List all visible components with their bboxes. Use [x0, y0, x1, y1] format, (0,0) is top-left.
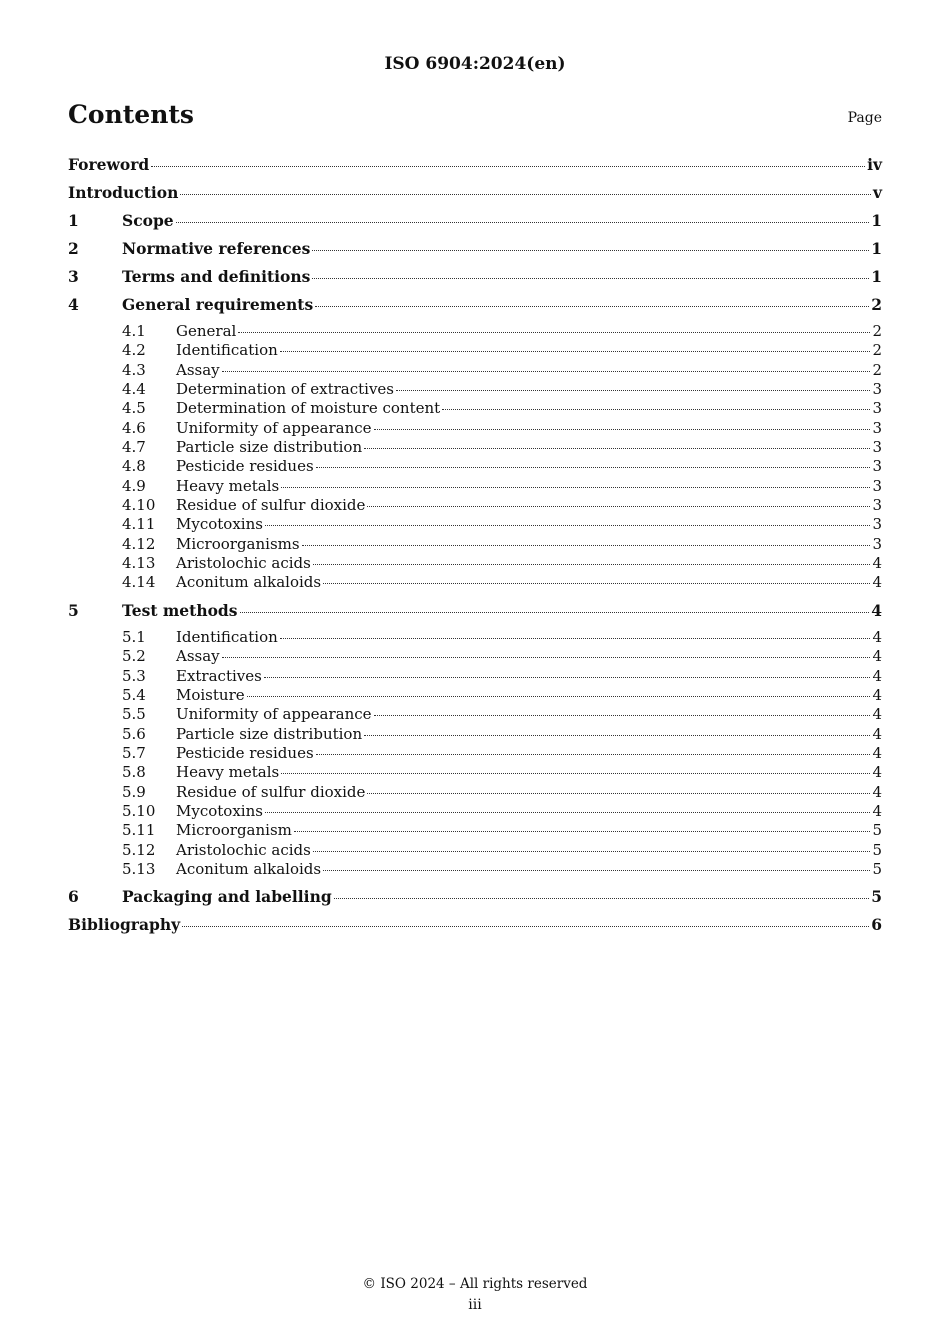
dot-leader	[364, 448, 870, 449]
toc-entry-number: 4.5	[122, 399, 146, 418]
toc-entry-title: Identification	[176, 627, 278, 646]
page-number: iii	[468, 1297, 482, 1313]
dot-leader	[281, 773, 870, 774]
toc-entry-page: 2	[872, 322, 882, 340]
toc-entry[interactable]	[68, 686, 882, 705]
dot-leader	[323, 583, 870, 584]
toc-entry-title: Determination of extractives	[176, 380, 394, 399]
toc-entry[interactable]	[68, 744, 882, 763]
toc-entry[interactable]	[68, 341, 882, 360]
toc-entry-title: Identification	[176, 341, 278, 360]
dot-leader	[182, 926, 869, 927]
toc-entry-page: 3	[872, 534, 882, 553]
toc-entry-number: 5.1	[122, 627, 146, 646]
toc-entry-number: 4.14	[122, 573, 156, 592]
toc-entry-number: 4.2	[122, 341, 146, 360]
toc-entry-title: Bibliography	[68, 915, 181, 935]
dot-leader	[265, 525, 871, 526]
toc-entry-page: 4	[872, 666, 882, 685]
toc-entry[interactable]	[68, 667, 882, 686]
dot-leader	[265, 812, 871, 813]
toc-entry-title: Microorganisms	[176, 534, 300, 553]
toc-entry-title: Mycotoxins	[176, 515, 263, 534]
toc-entry-title: Moisture	[176, 685, 245, 704]
toc-entry-number: 5.3	[122, 666, 146, 685]
toc-entry-title: Residue of sulfur dioxide	[176, 782, 366, 801]
toc-entry-page: 4	[872, 782, 882, 801]
toc-entry-number: 5.9	[122, 782, 146, 801]
toc-entry-number: 4.11	[122, 515, 156, 534]
toc-entry-title: Extractives	[176, 666, 262, 685]
toc-entry-number: 5	[68, 600, 79, 620]
toc-entry-number: 4.9	[122, 476, 146, 495]
document-id-header: ISO 6904:2024(en)	[384, 54, 566, 74]
toc-entry[interactable]	[68, 154, 882, 182]
toc-entry-title: Pesticide residues	[176, 743, 314, 762]
toc-entry-title: General requirements	[122, 295, 314, 314]
dot-leader	[323, 870, 870, 871]
dot-leader	[280, 351, 871, 352]
toc-entry[interactable]	[68, 841, 882, 860]
toc-entry-title: Pesticide residues	[176, 457, 314, 476]
toc-entry-number: 5.13	[122, 859, 156, 878]
toc-entry-number: 5.8	[122, 763, 146, 782]
toc-entry-title: Residue of sulfur dioxide	[176, 496, 366, 515]
dot-leader	[334, 898, 870, 899]
toc-entry-title: Aconitum alkaloids	[176, 859, 322, 878]
dot-leader	[281, 487, 870, 488]
toc-entry-page: 4	[871, 600, 882, 620]
toc-entry[interactable]	[68, 647, 882, 666]
toc-entry-number: 4.7	[122, 438, 146, 457]
dot-leader	[176, 222, 870, 223]
toc-entry[interactable]	[68, 361, 882, 380]
toc-entry-title: Microorganism	[176, 821, 292, 840]
toc-entry[interactable]	[68, 628, 882, 647]
dot-leader	[264, 677, 871, 678]
toc-entry-page: 4	[872, 647, 882, 666]
dot-leader	[222, 657, 871, 658]
toc-entry-title: Uniformity of appearance	[176, 705, 372, 724]
toc-entry[interactable]	[68, 573, 882, 592]
toc-entry-title: Mycotoxins	[176, 801, 263, 820]
toc-entry[interactable]	[68, 380, 882, 399]
toc-entry-page: 4	[872, 801, 882, 820]
toc-entry-page: 5	[872, 821, 882, 840]
toc-entry-page: 3	[872, 438, 882, 457]
toc-entry-page: 3	[872, 496, 882, 515]
toc-entry-number: 5.5	[122, 705, 146, 724]
toc-entry-title: Foreword	[68, 155, 150, 174]
toc-entry-page: 2	[871, 295, 882, 314]
toc-entry[interactable]	[68, 515, 882, 534]
dot-leader	[442, 409, 870, 410]
dot-leader	[364, 735, 870, 736]
toc-entry-title: General	[176, 322, 237, 340]
toc-entry[interactable]	[68, 600, 882, 628]
toc-entry-page: 1	[871, 239, 882, 258]
toc-entry-page: 4	[872, 573, 882, 592]
toc-entry-title: Normative references	[122, 239, 311, 258]
toc-entry-number: 4.6	[122, 418, 146, 437]
toc-entry-page: 2	[872, 341, 882, 360]
dot-leader	[238, 332, 870, 333]
toc-entry-page: 4	[872, 685, 882, 704]
toc-entry[interactable]	[68, 705, 882, 724]
toc-entry-title: Heavy metals	[176, 763, 280, 782]
toc-entry-number: 5.7	[122, 743, 146, 762]
toc-entry-page: 3	[872, 476, 882, 495]
toc-entry[interactable]	[68, 457, 882, 476]
toc-entry-title: Particle size distribution	[176, 724, 363, 743]
toc-entry-number: 2	[68, 239, 79, 258]
toc-entry-number: 5.2	[122, 647, 146, 666]
dot-leader	[312, 250, 869, 251]
toc-entry-title: Heavy metals	[176, 476, 280, 495]
toc-entry[interactable]	[68, 399, 882, 418]
toc-entry-number: 5.4	[122, 685, 146, 704]
toc-entry-page: 4	[872, 705, 882, 724]
toc-entry-page: 4	[872, 743, 882, 762]
toc-entry-title: Uniformity of appearance	[176, 418, 372, 437]
dot-leader	[367, 793, 870, 794]
toc-entry-title: Aristolochic acids	[176, 554, 311, 573]
copyright-footer: © ISO 2024 – All rights reserved	[362, 1276, 588, 1292]
toc-entry[interactable]	[68, 210, 882, 238]
toc-entry-title: Assay	[176, 360, 220, 379]
toc-entry-number: 3	[68, 267, 79, 286]
toc-entry-page: 4	[872, 724, 882, 743]
contents-heading-row	[68, 100, 882, 136]
toc-entry-title: Introduction	[68, 183, 179, 202]
toc-entry[interactable]	[68, 477, 882, 496]
toc-entry-title: Assay	[176, 647, 220, 666]
toc-entry-page: 5	[871, 887, 882, 907]
toc-entry-page: 3	[872, 457, 882, 476]
toc-entry[interactable]	[68, 821, 882, 840]
toc-entry-number: 4	[68, 295, 79, 314]
dot-leader	[367, 506, 870, 507]
toc-entry-number: 1	[68, 211, 79, 230]
dot-leader	[294, 831, 871, 832]
toc-entry-title: Packaging and labelling	[122, 887, 332, 907]
toc-entry-number: 5.10	[122, 801, 156, 820]
toc-entry-number: 5.12	[122, 840, 156, 859]
toc-entry[interactable]	[68, 860, 882, 879]
toc-entry[interactable]	[68, 914, 882, 942]
toc-entry-page: 5	[872, 840, 882, 859]
dot-leader	[180, 194, 871, 195]
dot-leader	[316, 754, 871, 755]
toc-entry-page: 5	[872, 859, 882, 878]
toc-entry-page: 1	[871, 211, 882, 230]
toc-entry[interactable]	[68, 496, 882, 515]
toc-entry-number: 5.11	[122, 821, 156, 840]
toc-entry[interactable]	[68, 322, 882, 341]
toc-entry[interactable]	[68, 554, 882, 573]
toc-entry-page: 4	[872, 627, 882, 646]
toc-entry-page: v	[872, 183, 882, 202]
dot-leader	[374, 715, 871, 716]
toc-entry[interactable]	[68, 438, 882, 457]
toc-entry-number: 4.13	[122, 554, 156, 573]
toc-entry[interactable]	[68, 238, 882, 266]
dot-leader	[240, 612, 870, 613]
toc-entry-title: Scope	[122, 211, 174, 230]
toc-entry[interactable]	[68, 182, 882, 210]
dot-leader	[222, 371, 871, 372]
dot-leader	[247, 696, 871, 697]
toc-entry-page: 1	[871, 267, 882, 286]
toc-entry[interactable]	[68, 419, 882, 438]
toc-entry-title: Terms and definitions	[122, 267, 311, 286]
toc-entry-title: Test methods	[122, 600, 238, 620]
dot-leader	[313, 851, 871, 852]
page-column-label: Page	[847, 110, 882, 126]
toc-entry[interactable]	[68, 535, 882, 554]
dot-leader	[280, 638, 871, 639]
toc-entry-number: 5.6	[122, 724, 146, 743]
toc-entry-number: 4.12	[122, 534, 156, 553]
toc-entry-page: 3	[872, 399, 882, 418]
toc-entry[interactable]	[68, 802, 882, 821]
toc-entry[interactable]	[68, 266, 882, 294]
toc-entry-number: 4.8	[122, 457, 146, 476]
toc-entry-page: 3	[872, 515, 882, 534]
toc-entry-title: Particle size distribution	[176, 438, 363, 457]
toc-entry-page: 2	[872, 360, 882, 379]
dot-leader	[313, 564, 871, 565]
toc-entry-title: Determination of moisture content	[176, 399, 441, 418]
toc-entry[interactable]	[68, 763, 882, 782]
dot-leader	[312, 278, 869, 279]
table-of-contents	[68, 154, 882, 942]
dot-leader	[374, 429, 871, 430]
toc-entry-page: 3	[872, 380, 882, 399]
toc-entry-title: Aconitum alkaloids	[176, 573, 322, 592]
toc-entry-number: 4.1	[122, 322, 146, 340]
dot-leader	[302, 545, 871, 546]
toc-entry-number: 4.10	[122, 496, 156, 515]
dot-leader	[151, 166, 865, 167]
toc-entry[interactable]	[68, 783, 882, 802]
dot-leader	[315, 306, 869, 307]
toc-entry-page: 6	[871, 915, 882, 935]
toc-entry-page: 3	[872, 418, 882, 437]
contents-title: Contents	[68, 100, 195, 129]
toc-entry[interactable]	[68, 294, 882, 322]
toc-entry-number: 4.4	[122, 380, 146, 399]
toc-entry-number: 6	[68, 887, 79, 907]
toc-entry[interactable]	[68, 725, 882, 744]
toc-entry-number: 4.3	[122, 360, 146, 379]
toc-entry[interactable]	[68, 886, 882, 914]
toc-entry-page: iv	[867, 155, 882, 174]
dot-leader	[316, 467, 871, 468]
toc-entry-page: 4	[872, 554, 882, 573]
toc-entry-page: 4	[872, 763, 882, 782]
dot-leader	[396, 390, 870, 391]
toc-entry-title: Aristolochic acids	[176, 840, 311, 859]
